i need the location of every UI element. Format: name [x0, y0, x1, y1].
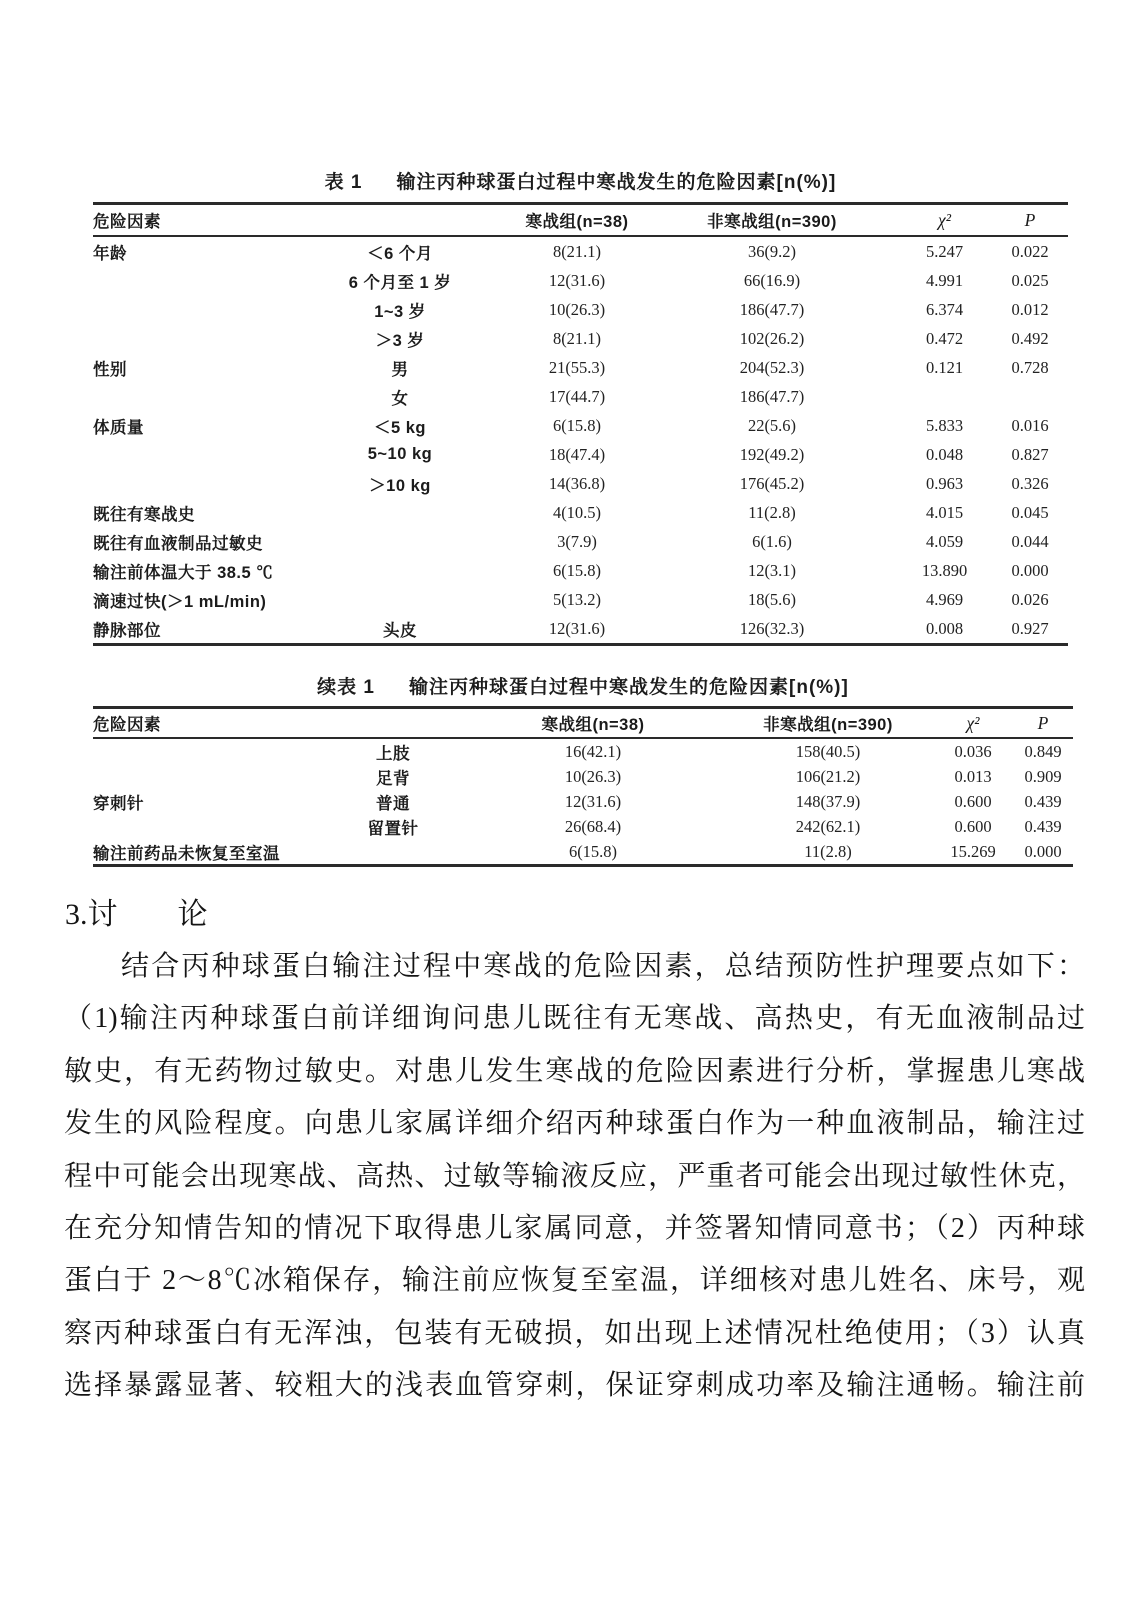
p-value: 0.016 — [1011, 415, 1049, 435]
header-category — [323, 708, 463, 739]
category-cell — [293, 527, 507, 556]
table-row — [93, 527, 1068, 556]
table-row — [93, 324, 1068, 353]
group1-value: 18(47.4) — [548, 444, 606, 464]
category-cell: ＜6 个月 — [367, 244, 433, 263]
group1-value: 21(55.3) — [548, 357, 606, 377]
category-cell: 头皮 — [383, 621, 417, 640]
header-factor: 危险因素 — [93, 204, 293, 237]
table1-caption-label: 表 1 — [324, 172, 363, 193]
category-cell: 留置针 — [367, 819, 419, 838]
table1-header-row — [93, 204, 1068, 237]
p-value: 0.439 — [1024, 791, 1062, 811]
group2-value: 11(2.8) — [804, 841, 852, 861]
chi2-value: 0.472 — [925, 328, 964, 348]
p-value: 0.000 — [1024, 841, 1062, 861]
table2 — [93, 706, 1073, 867]
p-value: 0.026 — [1011, 589, 1049, 609]
header-group1: 寒战组(n=38) — [507, 204, 647, 237]
group1-value: 12(31.6) — [548, 270, 606, 290]
chi2-value: 0.008 — [925, 618, 964, 638]
category-cell: 5~10 kg — [367, 445, 433, 463]
table2-body — [93, 738, 1073, 866]
category-cell — [323, 839, 463, 866]
table-row — [93, 469, 1068, 498]
paragraph-line: 在充分知情告知的情况下取得患儿家属同意，并签署知情同意书；（2）丙种球 — [64, 1212, 1085, 1244]
table-row — [93, 295, 1068, 324]
factor-cell: 输注前体温大于 38.5 ℃ — [93, 563, 274, 582]
factor-cell: 既往有血液制品过敏史 — [93, 534, 263, 553]
table1-caption-title: 输注丙种球蛋白过程中寒战发生的危险因素[n(%)] — [396, 172, 837, 193]
group2-value: 106(21.2) — [795, 766, 861, 786]
category-cell: ＞3 岁 — [375, 331, 425, 350]
p-value: 0.492 — [1011, 328, 1049, 348]
category-cell: 男 — [391, 360, 409, 379]
group2-value: 186(47.7) — [739, 299, 805, 319]
p-value: 0.849 — [1024, 741, 1062, 761]
table-row — [93, 556, 1068, 585]
category-cell — [293, 556, 507, 585]
factor-cell — [93, 440, 293, 469]
header-factor: 危险因素 — [93, 708, 323, 739]
group2-value: 242(62.1) — [795, 816, 861, 836]
group1-value: 10(26.3) — [548, 299, 606, 319]
table-row — [93, 498, 1068, 527]
group1-value: 6(15.8) — [568, 841, 618, 861]
group1-value: 14(36.8) — [548, 473, 606, 493]
table-row — [93, 236, 1068, 266]
group1-value: 12(31.6) — [564, 791, 622, 811]
header-group2: 非寒战组(n=390) — [723, 708, 933, 739]
p-value: 0.044 — [1011, 531, 1049, 551]
group1-value: 8(21.1) — [552, 241, 602, 261]
table2-header-row — [93, 708, 1073, 739]
factor-cell — [93, 324, 293, 353]
header-chi2: χ² — [897, 204, 992, 237]
category-cell: 6 个月至 1 岁 — [348, 273, 452, 292]
table-row — [93, 411, 1068, 440]
p-value: 0.927 — [1011, 618, 1049, 638]
table-row — [93, 839, 1073, 866]
category-cell: 上肢 — [376, 744, 410, 763]
chi2-value: 0.036 — [954, 741, 992, 761]
table-row — [93, 764, 1073, 789]
category-cell: ＜5 kg — [373, 418, 427, 437]
category-cell: 1~3 岁 — [374, 302, 426, 321]
chi2-value: 4.059 — [925, 531, 964, 551]
header-p: P — [1013, 708, 1073, 739]
group1-value: 5(13.2) — [552, 589, 602, 609]
category-cell: 普通 — [376, 794, 410, 813]
factor-cell — [93, 295, 293, 324]
table-row — [93, 382, 1068, 411]
p-value: 0.000 — [1011, 560, 1049, 580]
chi2-value: 0.963 — [925, 473, 964, 493]
chi2-value: 13.890 — [921, 560, 968, 580]
table-row — [93, 440, 1068, 469]
header-category — [293, 204, 507, 237]
chi2-value: 5.247 — [925, 241, 964, 261]
factor-cell — [93, 814, 323, 839]
paragraph-line: 蛋白于 2～8℃冰箱保存，输注前应恢复至室温，详细核对患儿姓名、床号，观 — [64, 1265, 1085, 1297]
group2-value: 18(5.6) — [747, 589, 797, 609]
p-value: 0.439 — [1024, 816, 1062, 836]
chi2-value: 5.833 — [925, 415, 964, 435]
table1-body — [93, 236, 1068, 645]
group2-value: 66(16.9) — [743, 270, 801, 290]
factor-cell — [93, 469, 293, 498]
paragraph-line: 察丙种球蛋白有无浑浊，包装有无破损，如出现上述情况杜绝使用；（3）认真 — [64, 1317, 1085, 1349]
section-heading: 3.讨 论 — [65, 898, 208, 931]
group2-value: 36(9.2) — [747, 241, 797, 261]
group1-value: 6(15.8) — [552, 415, 602, 435]
table-row — [93, 353, 1068, 382]
chi2-value: 0.013 — [954, 766, 992, 786]
category-cell: 足背 — [376, 769, 410, 788]
factor-cell: 滴速过快(＞1 mL/min) — [93, 592, 267, 611]
paragraph-line: 选择暴露显著、较粗大的浅表血管穿刺，保证穿刺成功率及输注通畅。输注前 — [64, 1370, 1085, 1402]
paragraph-line: 发生的风险程度。向患儿家属详细介绍丙种球蛋白作为一种血液制品，输注过 — [64, 1108, 1085, 1140]
group1-value: 4(10.5) — [552, 502, 602, 522]
chi2-value: 4.015 — [925, 502, 964, 522]
table1 — [93, 202, 1068, 646]
group1-value: 8(21.1) — [552, 328, 602, 348]
group2-value: 176(45.2) — [739, 473, 805, 493]
group1-value: 16(42.1) — [564, 741, 622, 761]
p-value — [992, 382, 1068, 411]
group2-value: 12(3.1) — [747, 560, 797, 580]
group2-value: 126(32.3) — [739, 618, 805, 638]
category-cell — [293, 498, 507, 527]
discussion-paragraph — [64, 941, 1085, 1413]
chi2-value: 0.600 — [954, 816, 992, 836]
chi2-value: 0.121 — [925, 357, 964, 377]
factor-cell: 年龄 — [93, 244, 127, 263]
chi2-value: 4.969 — [925, 589, 964, 609]
paragraph-line: 敏史，有无药物过敏史。对患儿发生寒战的危险因素进行分析，掌握患儿寒战 — [64, 1055, 1085, 1087]
group2-value: 6(1.6) — [752, 531, 792, 551]
group2-value: 11(2.8) — [748, 502, 796, 522]
header-p: P — [992, 204, 1068, 237]
group1-value: 17(44.7) — [548, 386, 606, 406]
group2-value: 102(26.2) — [739, 328, 805, 348]
p-value: 0.827 — [1011, 444, 1049, 464]
table-row — [93, 266, 1068, 295]
table-row — [93, 738, 1073, 764]
table-row — [93, 789, 1073, 814]
p-value: 0.326 — [1011, 473, 1049, 493]
paragraph-line: （1)输注丙种球蛋白前详细询问患儿既往有无寒战、高热史，有无血液制品过 — [64, 1003, 1085, 1035]
chi2-value: 15.269 — [950, 841, 996, 861]
group1-value: 6(15.8) — [552, 560, 602, 580]
paragraph-line: 程中可能会出现寒战、高热、过敏等输液反应，严重者可能会出现过敏性休克， — [64, 1160, 1085, 1192]
p-value: 0.012 — [1011, 299, 1049, 319]
factor-cell: 既往有寒战史 — [93, 505, 195, 524]
factor-cell — [93, 738, 323, 764]
header-group1: 寒战组(n=38) — [463, 708, 723, 739]
table2-caption-title: 输注丙种球蛋白过程中寒战发生的危险因素[n(%)] — [409, 677, 849, 698]
factor-cell — [93, 382, 293, 411]
p-value: 0.045 — [1011, 502, 1049, 522]
factor-cell: 输注前药品未恢复至室温 — [93, 844, 280, 863]
category-cell: 女 — [391, 389, 409, 408]
factor-cell: 穿刺针 — [93, 794, 144, 813]
table2-caption-label: 续表 1 — [317, 677, 376, 698]
factor-cell — [93, 266, 293, 295]
group2-value: 148(37.9) — [795, 791, 861, 811]
table1-caption — [93, 167, 1068, 194]
p-value: 0.022 — [1011, 241, 1049, 261]
table-row — [93, 614, 1068, 645]
category-cell — [293, 585, 507, 614]
group1-value: 12(31.6) — [548, 618, 606, 638]
header-group2: 非寒战组(n=390) — [647, 204, 897, 237]
group1-value: 26(68.4) — [564, 816, 622, 836]
factor-cell: 性别 — [93, 360, 127, 379]
table2-caption — [93, 672, 1073, 699]
p-value: 0.728 — [1011, 357, 1049, 377]
header-chi2: χ² — [933, 708, 1013, 739]
group1-value: 10(26.3) — [564, 766, 622, 786]
chi2-value — [897, 382, 992, 411]
group1-value: 3(7.9) — [557, 531, 597, 551]
factor-cell: 体质量 — [93, 418, 144, 437]
chi2-value: 0.048 — [925, 444, 964, 464]
group2-value: 186(47.7) — [739, 386, 805, 406]
p-value: 0.909 — [1024, 766, 1062, 786]
table-row — [93, 585, 1068, 614]
p-value: 0.025 — [1011, 270, 1049, 290]
group2-value: 204(52.3) — [739, 357, 805, 377]
chi2-value: 0.600 — [954, 791, 992, 811]
group2-value: 192(49.2) — [739, 444, 805, 464]
group2-value: 158(40.5) — [795, 741, 861, 761]
factor-cell: 静脉部位 — [93, 621, 161, 640]
table-row — [93, 814, 1073, 839]
group2-value: 22(5.6) — [747, 415, 797, 435]
category-cell: ＞10 kg — [369, 476, 431, 495]
factor-cell — [93, 764, 323, 789]
paragraph-line: 结合丙种球蛋白输注过程中寒战的危险因素，总结预防性护理要点如下： — [121, 951, 1085, 982]
chi2-value: 4.991 — [925, 270, 964, 290]
chi2-value: 6.374 — [925, 299, 964, 319]
